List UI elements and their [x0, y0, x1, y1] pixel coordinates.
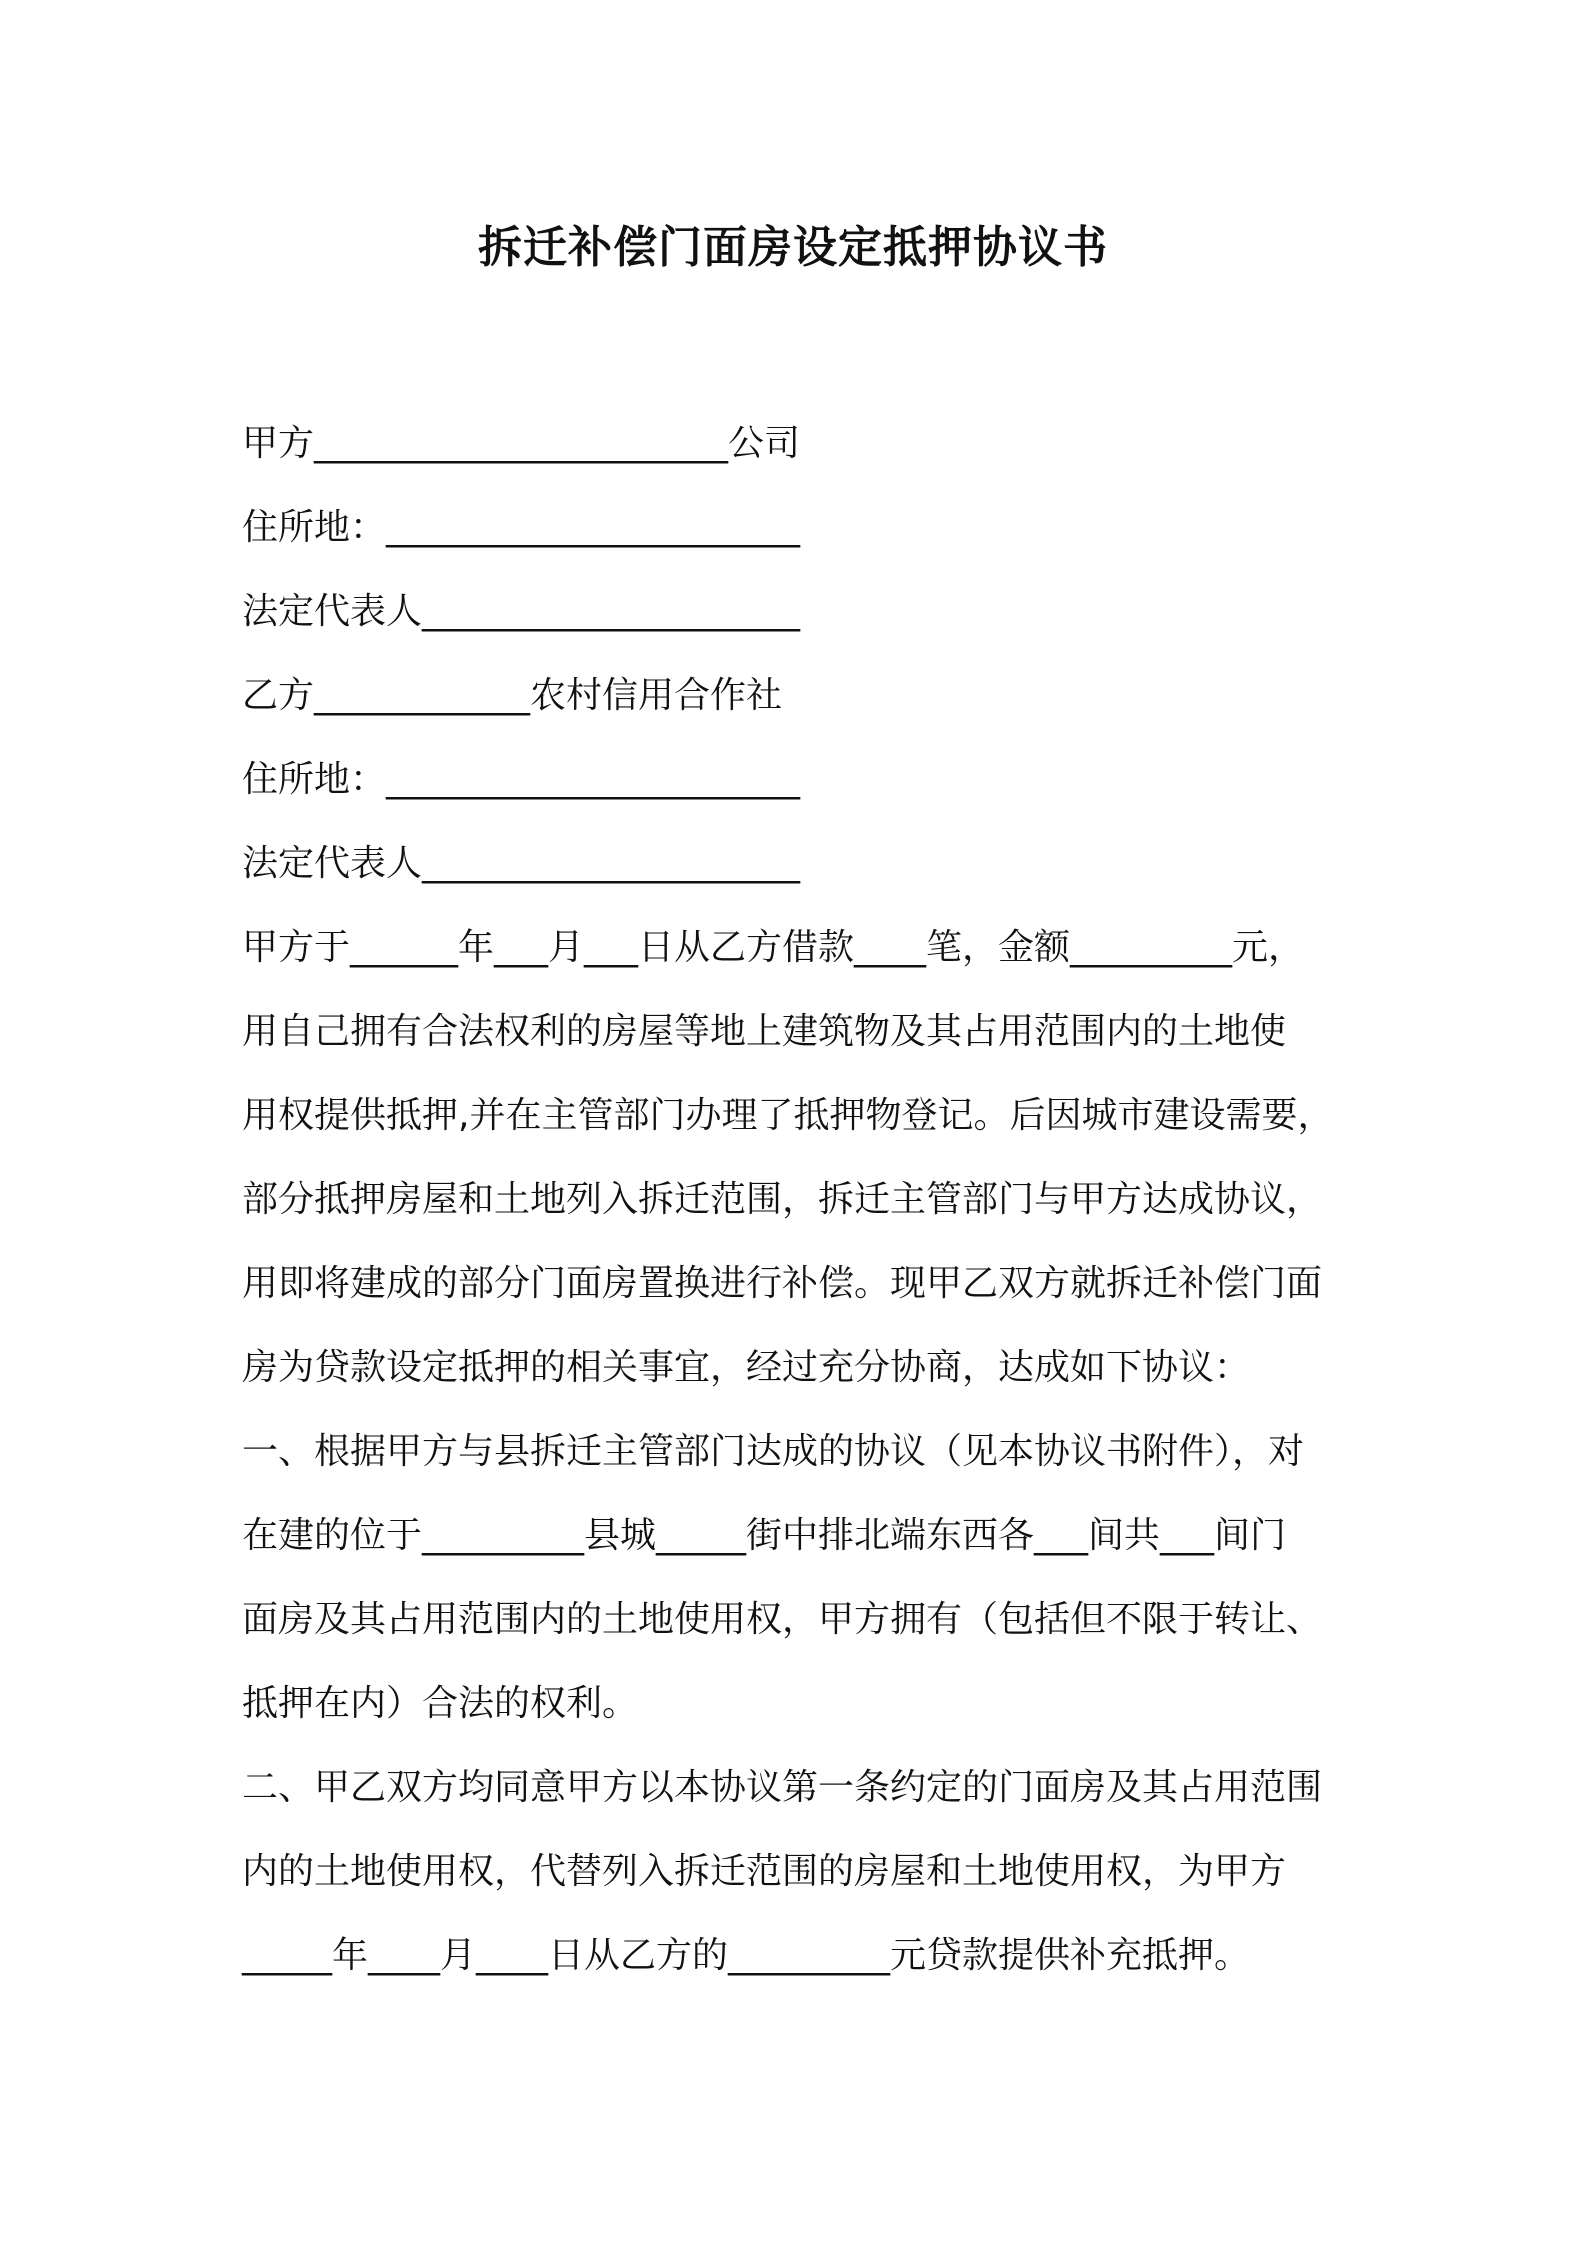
clause-two-line: _____年____月____日从乙方的_________元贷款提供补充抵押。 — [242, 1935, 1251, 1976]
document-title: 拆迁补偿门面房设定抵押协议书 — [478, 222, 1108, 273]
paragraph-line: 用自己拥有合法权利的房屋等地上建筑物及其占用范围内的土地使 — [242, 1011, 1287, 1052]
clause-two-line: 内的土地使用权，代替列入拆迁范围的房屋和土地使用权，为甲方 — [242, 1851, 1287, 1892]
clause-two-line: 二、甲乙双方均同意甲方以本协议第一条约定的门面房及其占用范围 — [242, 1767, 1323, 1808]
party-a-name-line: 甲方_______________________公司 — [242, 423, 801, 464]
clause-one-line: 面房及其占用范围内的土地使用权，甲方拥有（包括但不限于转让、 — [242, 1599, 1323, 1640]
paragraph-line: 部分抵押房屋和土地列入拆迁范围，拆迁主管部门与甲方达成协议， — [242, 1179, 1323, 1220]
clause-one-line: 一、根据甲方与县拆迁主管部门达成的协议（见本协议书附件），对 — [242, 1431, 1305, 1472]
party-b-name-line: 乙方____________农村信用合作社 — [242, 675, 783, 716]
clause-one-line: 抵押在内）合法的权利。 — [242, 1683, 639, 1724]
party-a-representative-line: 法定代表人_____________________ — [242, 591, 801, 632]
party-b-address-line: 住所地：_______________________ — [242, 759, 801, 800]
clause-one-line: 在建的位于_________县城_____街中排北端东西各___间共___间门 — [242, 1515, 1287, 1556]
document-body — [242, 402, 1362, 1998]
party-b-representative-line: 法定代表人_____________________ — [242, 843, 801, 884]
paragraph-line: 甲方于______年___月___日从乙方借款____笔，金额_________元， — [242, 927, 1305, 968]
paragraph-line: 用即将建成的部分门面房置换进行补偿。现甲乙双方就拆迁补偿门面 — [242, 1263, 1323, 1304]
paragraph-line: 用权提供抵押,并在主管部门办理了抵押物登记。后因城市建设需要， — [242, 1095, 1334, 1136]
paragraph-line: 房为贷款设定抵押的相关事宜，经过充分协商，达成如下协议： — [242, 1347, 1251, 1388]
party-a-address-line: 住所地：_______________________ — [242, 507, 801, 548]
